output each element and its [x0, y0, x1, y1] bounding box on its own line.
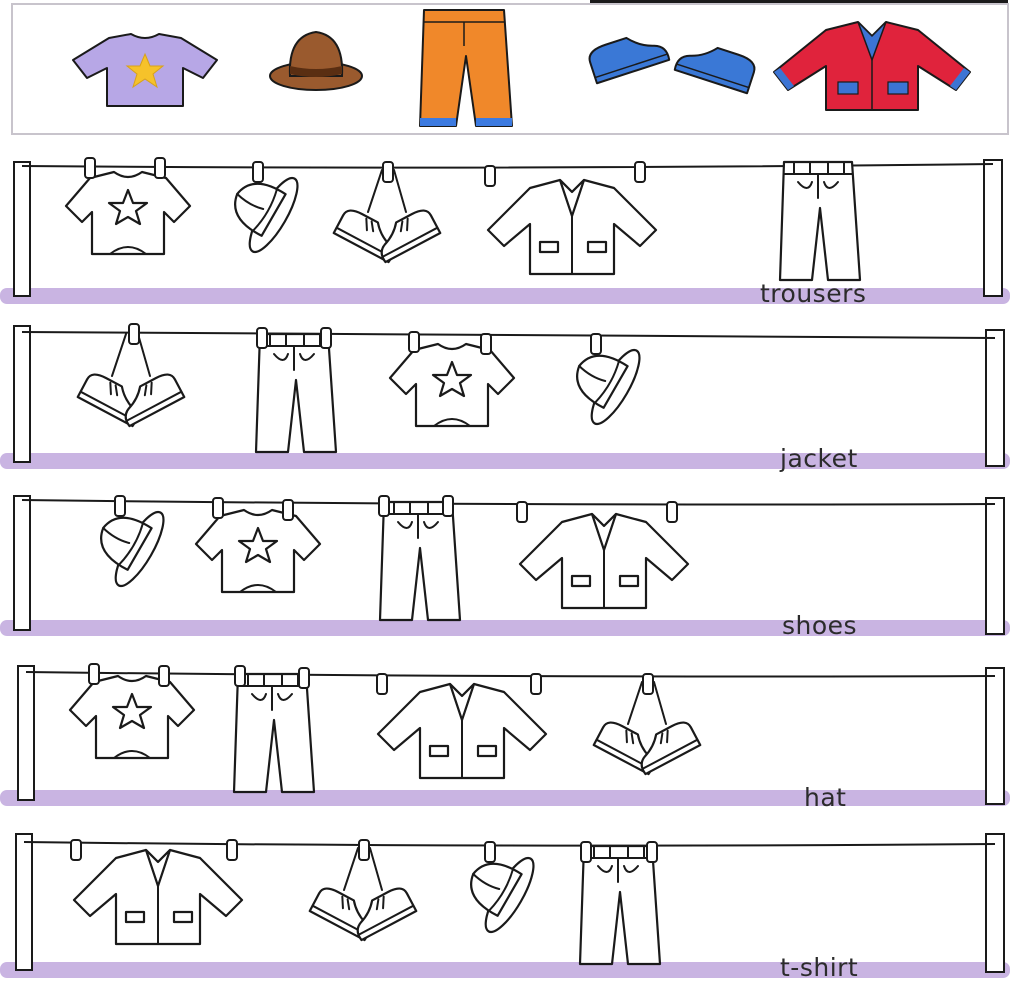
peg: [299, 668, 309, 688]
peg: [443, 496, 453, 516]
trousers-drawing: [234, 674, 314, 792]
tshirt-drawing: [196, 510, 320, 592]
peg: [321, 328, 331, 348]
peg: [227, 840, 237, 860]
peg: [129, 324, 139, 344]
washing-line-row-2: [0, 324, 1010, 473]
peg: [667, 502, 677, 522]
peg: [213, 498, 223, 518]
ground-strip: [0, 620, 1010, 636]
washing-line-row-5: [0, 834, 1010, 982]
tshirt-drawing: [390, 344, 514, 426]
peg: [159, 666, 169, 686]
peg: [383, 162, 393, 182]
trousers-drawing: [580, 846, 660, 964]
left-post: [14, 326, 30, 462]
peg: [89, 664, 99, 684]
ground-strip: [0, 453, 1010, 469]
washing-line: [22, 332, 995, 338]
peg: [485, 842, 495, 862]
peg: [581, 842, 591, 862]
shoes-drawing: [78, 334, 184, 426]
hat-drawing: [452, 838, 542, 938]
peg: [359, 840, 369, 860]
ground-strip: [0, 962, 1010, 978]
washing-line-row-4: [0, 664, 1010, 812]
hat-drawing: [558, 330, 648, 430]
left-post: [18, 666, 34, 800]
trousers-drawing: [256, 334, 336, 452]
peg: [377, 674, 387, 694]
peg: [115, 496, 125, 516]
right-post: [986, 498, 1004, 634]
washing-line-row-3: [0, 492, 1010, 640]
peg: [235, 666, 245, 686]
left-post: [14, 496, 30, 630]
peg: [531, 674, 541, 694]
peg: [85, 158, 95, 178]
peg: [643, 674, 653, 694]
peg: [485, 166, 495, 186]
peg: [647, 842, 657, 862]
right-post: [984, 160, 1002, 296]
hat-drawing: [82, 492, 172, 592]
peg: [257, 328, 267, 348]
shoes-drawing: [310, 848, 416, 940]
washing-line-row-1: [0, 158, 1010, 308]
right-post: [986, 330, 1004, 466]
row-label: hat: [804, 783, 847, 812]
tshirt-drawing: [70, 676, 194, 758]
peg: [253, 162, 263, 182]
peg: [283, 500, 293, 520]
peg: [71, 840, 81, 860]
washing-line: [26, 672, 995, 677]
row-label: shoes: [782, 611, 858, 640]
peg: [379, 496, 389, 516]
shoes-drawing: [334, 170, 440, 262]
trousers-drawing: [380, 502, 460, 620]
peg: [481, 334, 491, 354]
jacket-drawing: [488, 180, 656, 274]
ground-strip: [0, 790, 1010, 806]
tshirt-drawing: [66, 172, 190, 254]
peg: [409, 332, 419, 352]
peg: [155, 158, 165, 178]
jacket-drawing: [378, 684, 546, 778]
key-box-corner-line: [590, 0, 1008, 3]
right-post: [986, 668, 1004, 804]
jacket-drawing: [520, 514, 688, 608]
row-label: trousers: [760, 279, 867, 308]
washing-line: [22, 500, 995, 505]
peg: [517, 502, 527, 522]
shoes-drawing: [594, 682, 700, 774]
trousers-faint-drawing: [780, 162, 860, 280]
picture-key: [12, 0, 1008, 134]
row-label: jacket: [780, 444, 858, 473]
left-post: [16, 834, 32, 970]
right-post: [986, 834, 1004, 972]
row-label: t-shirt: [780, 953, 859, 982]
washing-line: [24, 842, 995, 846]
jacket-drawing: [74, 850, 242, 944]
left-post: [14, 162, 30, 296]
peg: [591, 334, 601, 354]
peg: [635, 162, 645, 182]
